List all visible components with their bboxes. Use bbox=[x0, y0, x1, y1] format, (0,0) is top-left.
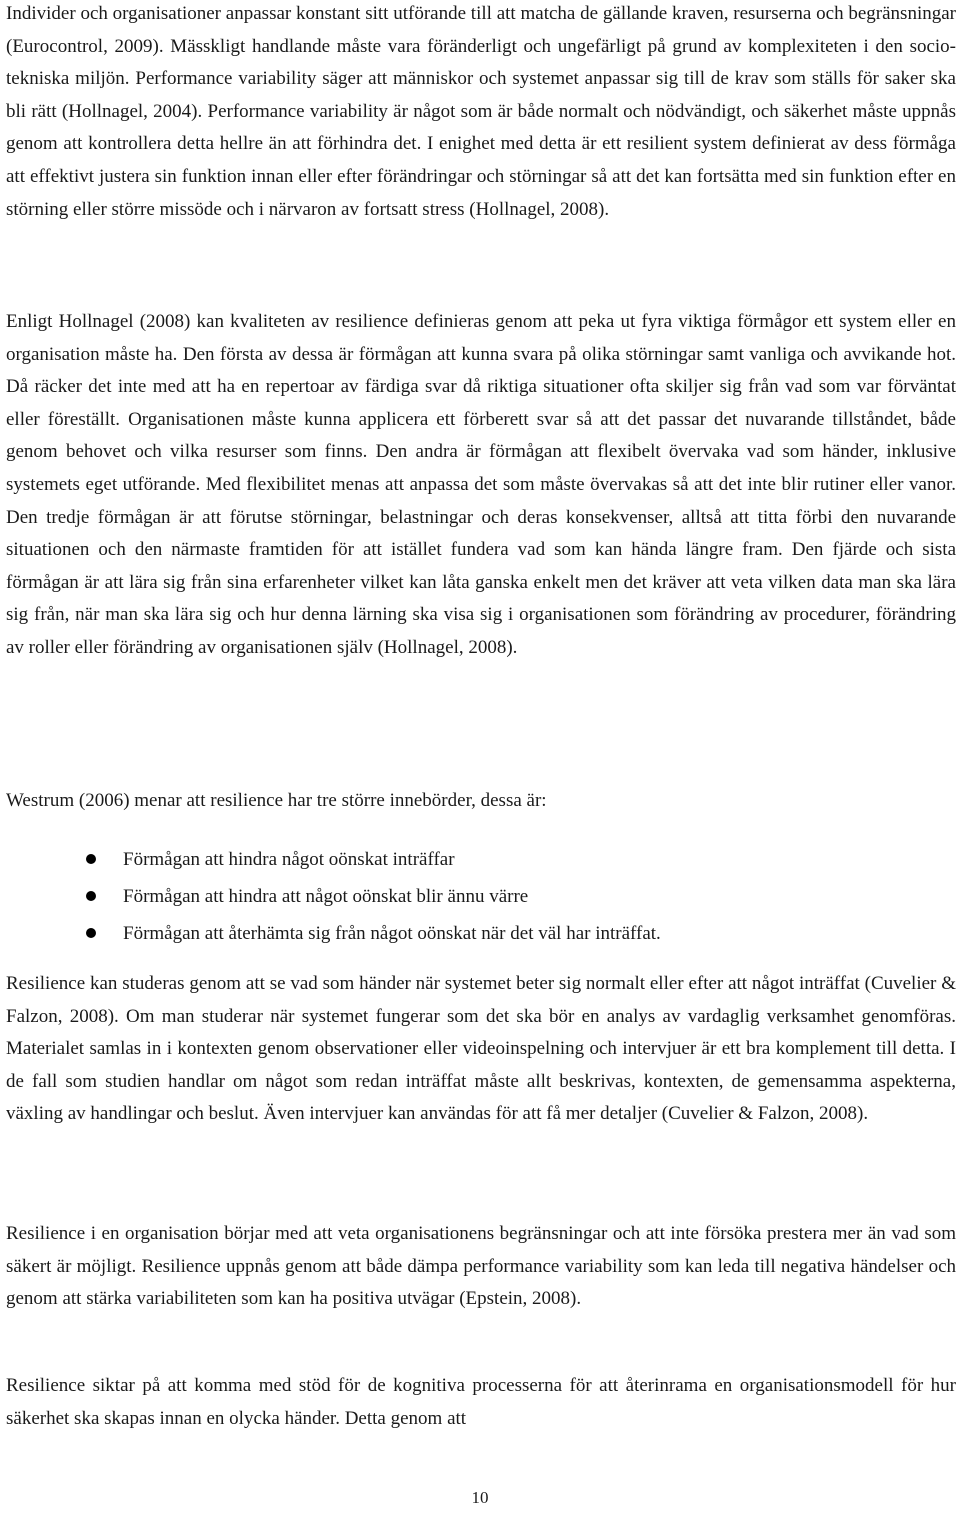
paragraph-studying-resilience: Resilience kan studeras genom att se vad som händer när systemet beter sig normalt eller efter att något inträffat (Cuvelier & Falzon, 2008). Om man studerar när systemet fungerar som det ska bör en analys av vardaglig verksamhet genomföras. Materialet samlas in i kontexten genom observationer eller videoinspelning och intervjuer är ett bra komplement till detta. I de fall som studien handlar om något som redan inträffat måste allt beskrivas, kontexten, de gemensamma aspekterna, växling av handlingar och beslut. Även intervjuer kan användas för att få mer detaljer (Cuvelier & Falzon, 2008). bbox=[6, 973, 956, 1125]
page-number: 10 bbox=[471, 1488, 489, 1507]
bullet-list bbox=[6, 842, 956, 952]
list-item-text: Förmågan att hindra att något oönskat blir ännu värre bbox=[123, 885, 529, 907]
bullet-icon bbox=[86, 891, 96, 901]
paragraph-westrum-intro: Westrum (2006) menar att resilience har tre större innebörder, dessa är: bbox=[6, 790, 547, 811]
list-item bbox=[6, 879, 956, 916]
bullet-icon bbox=[86, 854, 96, 864]
list-item-text: Förmågan att återhämta sig från något oönskat när det väl har inträffat. bbox=[123, 922, 661, 944]
paragraph-four-abilities: Enligt Hollnagel (2008) kan kvaliteten av resilience definieras genom att peka ut fyra viktiga förmågor ett system eller en organisation måste ha. Den första av dessa är förmågan att kunna svara på olika störningar samt vanliga och avvikande hot. Då räcker det inte med att ha en repertoar av färdiga svar då riktiga situationer ofta skiljer sig från vad som var förväntat eller föreställt. Organisationen måste kunna applicera ett förberett svar så att det passar det nuvarande tillståndet, både genom behovet och vilka resurser som finns. Den andra är förmågan att flexibelt övervaka vad som händer, inklusive systemets eget utförande. Med flexibilitet menas att anpassa det som måste övervakas så att det inte blir rutiner eller vanor. Den tredje förmågan är att förutse störningar, belastningar och deras konsekvenser, alltså att titta förbi den nuvarande situationen och den närmaste framtiden för att istället fundera vad som kan hända längre fram. Den fjärde och sista förmågan är att lära sig från sina erfarenheter vilket kan låta ganska enkelt men det kräver att veta vilken data man ska lära sig från, när man ska lära sig och hur denna lärning ska visa sig i organisationen som förändring av procedurer, förändring av roller eller förändring av organisationen själv (Hollnagel, 2008). bbox=[6, 311, 956, 658]
list-item-text: Förmågan att hindra något oönskat inträffar bbox=[123, 849, 455, 870]
paragraph-cognitive-support: Resilience siktar på att komma med stöd för de kognitiva processerna för att återinrama en organisationsmodell för hur säkerhet ska skapas innan en olycka händer. Detta genom att bbox=[6, 1375, 956, 1429]
paragraph-performance-variability: Individer och organisationer anpassar konstant sitt utförande till att matcha de gällande kraven, resurserna och begränsningar (Eurocontrol, 2009). Mässkligt handlande måste vara föränderligt och ungefärligt på grund av komplexiteten i den socio- tekniska miljön. Performance variability säger att människor och systemet anpassar sig till de krav som ställs för saker ska bli rätt (Hollnagel, 2004). Performance variability är något som är både normalt och nödvändigt, och säkerhet måste uppnås genom att kontrollera detta hellre än att förhindra det. I enighet med detta är ett resilient system definierat av dess förmåga att effektivt justera sin funktion innan eller efter förändringar och störningar så att det kan fortsätta med sin funktion efter en störning eller större missöde och i närvaron av fortsatt stress (Hollnagel, 2008). bbox=[6, 3, 956, 220]
paragraph-organisation-limits: Resilience i en organisation börjar med att veta organisationens begränsningar och att inte försöka prestera mer än vad som säkert är möjligt. Resilience uppnås genom att både dämpa performance variability som kan leda till negativa händelser och genom att stärka variabiliteten som kan ha positiva utvägar (Epstein, 2008). bbox=[6, 1223, 956, 1310]
list-item bbox=[6, 916, 956, 953]
list-item bbox=[6, 842, 956, 879]
bullet-icon bbox=[86, 928, 96, 938]
